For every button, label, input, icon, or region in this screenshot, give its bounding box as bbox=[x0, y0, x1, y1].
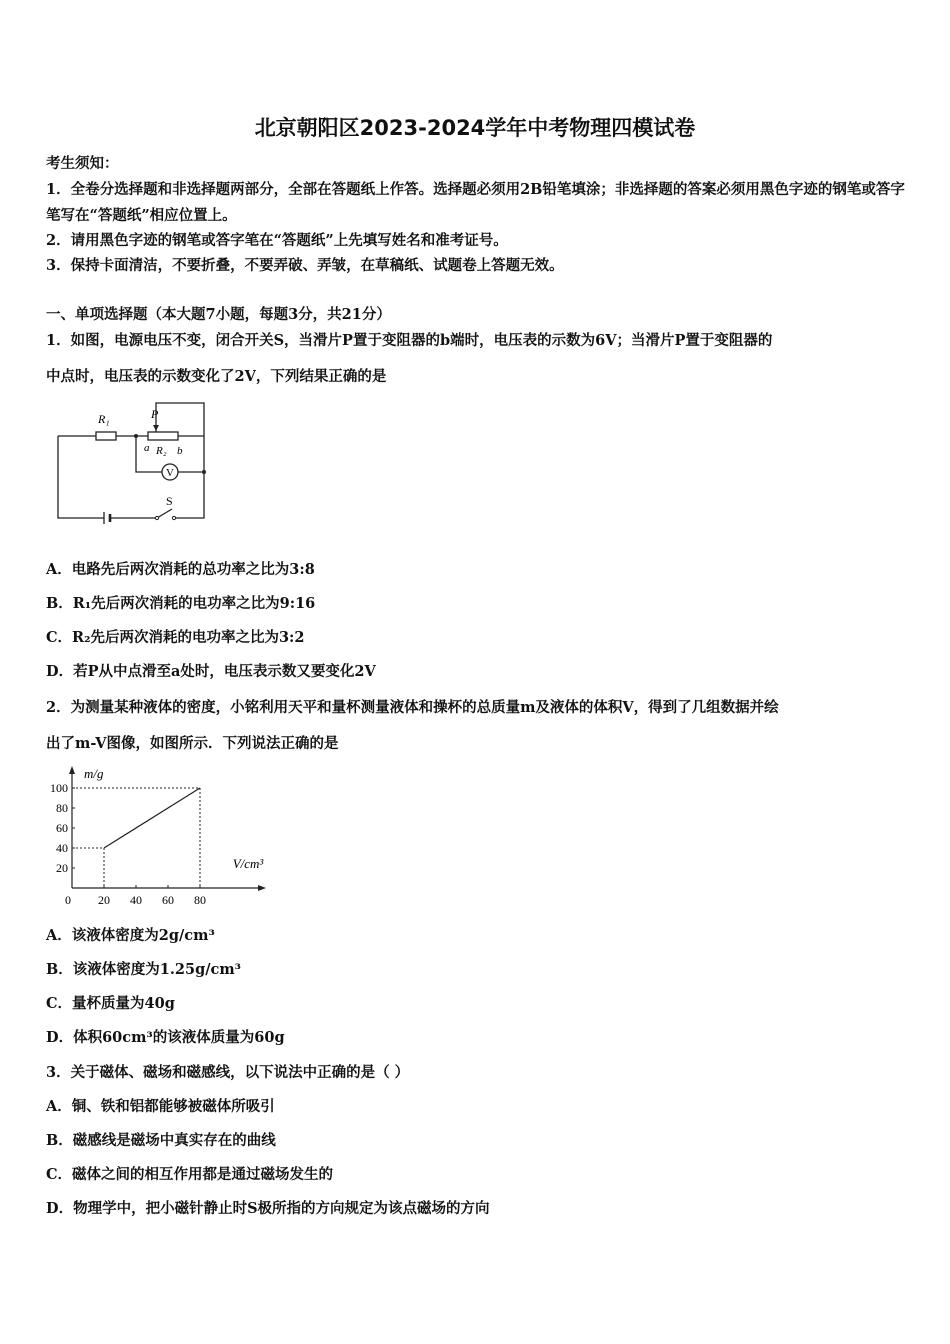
y-axis-arrow bbox=[69, 766, 75, 774]
q3-option-b: B．磁感线是磁场中真实存在的曲线 bbox=[46, 1132, 276, 1149]
page-title: 北京朝阳区2023-2024学年中考物理四模试卷 bbox=[254, 116, 696, 140]
x-tick-label: 20 bbox=[98, 893, 110, 906]
q1-option-a: A．电路先后两次消耗的总功率之比为3:8 bbox=[46, 561, 315, 578]
x-tick-label: 80 bbox=[194, 893, 206, 906]
q1-stem-line1: 1．如图，电源电压不变，闭合开关S，当滑片P置于变阻器的b端时，电压表的示数为6V；当滑片P置于变阻器的 bbox=[46, 332, 773, 349]
q3-option-a: A．铜、铁和铝都能够被磁体所吸引 bbox=[46, 1098, 275, 1115]
r2-rheostat bbox=[148, 432, 178, 440]
notice-heading: 考生须知： bbox=[46, 155, 119, 172]
q2-option-d: D．体积60cm³的该液体质量为60g bbox=[46, 1029, 285, 1046]
x-axis-label: V/cm³ bbox=[232, 856, 264, 871]
q3-option-c: C．磁体之间的相互作用都是通过磁场发生的 bbox=[46, 1166, 334, 1183]
q2-stem-line1: 2．为测量某种液体的密度，小铭利用天平和量杯测量液体和操杯的总质量m及液体的体积V，得到了几组数据并绘 bbox=[46, 699, 779, 716]
y-tick-label: 20 bbox=[56, 861, 68, 875]
q1-stem-line2: 中点时，电压表的示数变化了2V，下列结果正确的是 bbox=[46, 368, 387, 385]
label-b: b bbox=[177, 445, 183, 457]
q2-option-c: C．量杯质量为40g bbox=[46, 995, 175, 1012]
q2-option-a: A．该液体密度为2g/cm³ bbox=[46, 927, 215, 944]
x-tick-label: 60 bbox=[162, 893, 174, 906]
series-line bbox=[104, 788, 200, 848]
q3-option-d: D．物理学中，把小磁针静止时S极所指的方向规定为该点磁场的方向 bbox=[46, 1200, 490, 1217]
label-s: S bbox=[166, 494, 173, 508]
q2-option-b: B．该液体密度为1.25g/cm³ bbox=[46, 961, 242, 978]
notice-item-2: 2．请用黑色字迹的钢笔或答字笔在“答题纸”上先填写姓名和准考证号。 bbox=[46, 232, 508, 249]
x-axis-arrow bbox=[258, 885, 266, 891]
q3-stem: 3．关于磁体、磁场和磁感线，以下说法中正确的是（ ） bbox=[46, 1064, 410, 1081]
m-v-chart bbox=[48, 766, 278, 906]
y-axis-label: m/g bbox=[84, 766, 104, 781]
x-tick-label: 0 bbox=[65, 893, 71, 906]
label-v: V bbox=[166, 467, 174, 479]
y-tick-label: 60 bbox=[56, 821, 68, 835]
q2-stem-line2: 出了m-V图像，如图所示．下列说法正确的是 bbox=[46, 735, 339, 752]
y-tick-label: 80 bbox=[56, 801, 68, 815]
label-p: P bbox=[151, 407, 159, 421]
label-r2: R₂ bbox=[156, 445, 167, 457]
q1-option-d: D．若P从中点滑至a处时，电压表示数又要变化2V bbox=[46, 663, 376, 680]
q1-option-b: B．R₁先后两次消耗的电功率之比为9:16 bbox=[46, 595, 316, 612]
label-r1: R₁ bbox=[98, 412, 110, 426]
circuit-diagram bbox=[52, 398, 212, 528]
label-a: a bbox=[144, 442, 150, 454]
x-tick-label: 40 bbox=[130, 893, 142, 906]
y-tick-label: 100 bbox=[50, 781, 68, 795]
r1-resistor bbox=[96, 432, 116, 440]
q1-option-c: C．R₂先后两次消耗的电功率之比为3:2 bbox=[46, 629, 305, 646]
y-tick-label: 40 bbox=[56, 841, 68, 855]
notice-item-1: 1．全卷分选择题和非选择题两部分，全部在答题纸上作答。选择题必须用2B铅笔填涂；非选择题的答案必须用黑色字迹的钢笔或答字笔写在“答题纸”相应位置上。 bbox=[46, 181, 905, 224]
notice-item-3: 3．保持卡面清洁，不要折叠，不要弄破、弄皱，在草稿纸、试题卷上答题无效。 bbox=[46, 257, 564, 274]
section-heading: 一、单项选择题（本大题7小题，每题3分，共21分） bbox=[46, 306, 391, 323]
